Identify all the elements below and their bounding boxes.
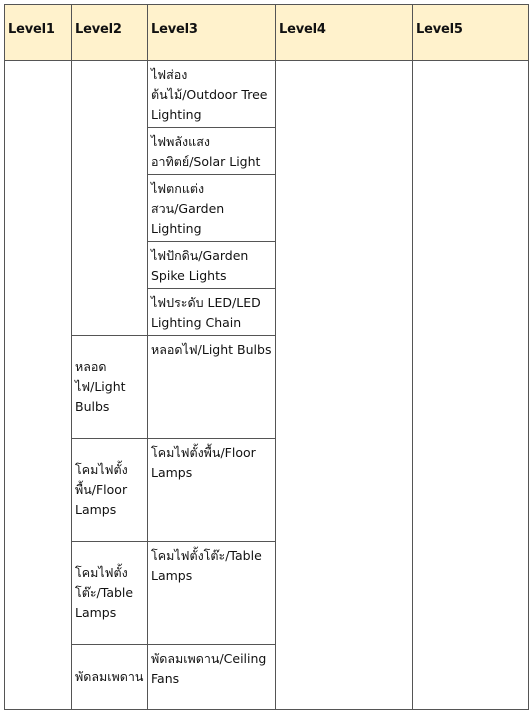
- header-level2: Level2: [72, 5, 148, 61]
- level2-text: โคมไฟตั้งโต๊ะ/Table Lamps: [75, 565, 134, 620]
- level3-text: ไฟปักดิน/Garden Spike Lights: [151, 248, 249, 283]
- level2-cell: [72, 439, 148, 542]
- header-level1: Level1: [5, 5, 72, 61]
- table-body: [5, 61, 529, 710]
- level4-cell: [276, 61, 413, 710]
- level3-cell: [148, 242, 276, 289]
- header-row: [5, 5, 529, 61]
- level3-text: ไฟพลังแสงอาทิตย์/Solar Light: [151, 134, 261, 169]
- header-level4: Level4: [276, 5, 413, 61]
- level3-text: หลอดไฟ/Light Bulbs: [151, 342, 272, 357]
- level2-text: หลอดไฟ/Light Bulbs: [75, 359, 126, 414]
- level2-cell: [72, 61, 148, 336]
- level3-cell: [148, 175, 276, 242]
- level2-text: โคมไฟตั้งพื้น/Floor Lamps: [75, 462, 128, 517]
- level3-text: พัดลมเพดาน/Ceiling Fans: [151, 651, 267, 686]
- level3-cell: [148, 61, 276, 128]
- header-level5: Level5: [413, 5, 529, 61]
- level2-cell: [72, 645, 148, 710]
- level3-text: โคมไฟตั้งโต๊ะ/Table Lamps: [151, 548, 262, 583]
- level3-text: โคมไฟตั้งพื้น/Floor Lamps: [151, 445, 256, 480]
- level3-text: ไฟประดับ LED/LED Lighting Chain: [151, 295, 261, 330]
- level3-cell: [148, 289, 276, 336]
- level3-text: ไฟส่องต้นไม้/Outdoor Tree Lighting: [151, 67, 268, 122]
- table-row: [5, 61, 529, 128]
- level3-cell: [148, 128, 276, 175]
- level3-cell: [148, 439, 276, 542]
- level5-cell: [413, 61, 529, 710]
- level3-cell: [148, 542, 276, 645]
- level3-text: ไฟตกแต่งสวน/Garden Lighting: [151, 181, 225, 236]
- level1-cell: [5, 61, 72, 710]
- category-table: [4, 4, 529, 710]
- level3-cell: [148, 336, 276, 439]
- level2-cell: [72, 542, 148, 645]
- header-level3: Level3: [148, 5, 276, 61]
- table-header: [5, 5, 529, 61]
- level3-cell: [148, 645, 276, 710]
- level2-text: พัดลมเพดาน: [75, 669, 144, 684]
- level2-cell: [72, 336, 148, 439]
